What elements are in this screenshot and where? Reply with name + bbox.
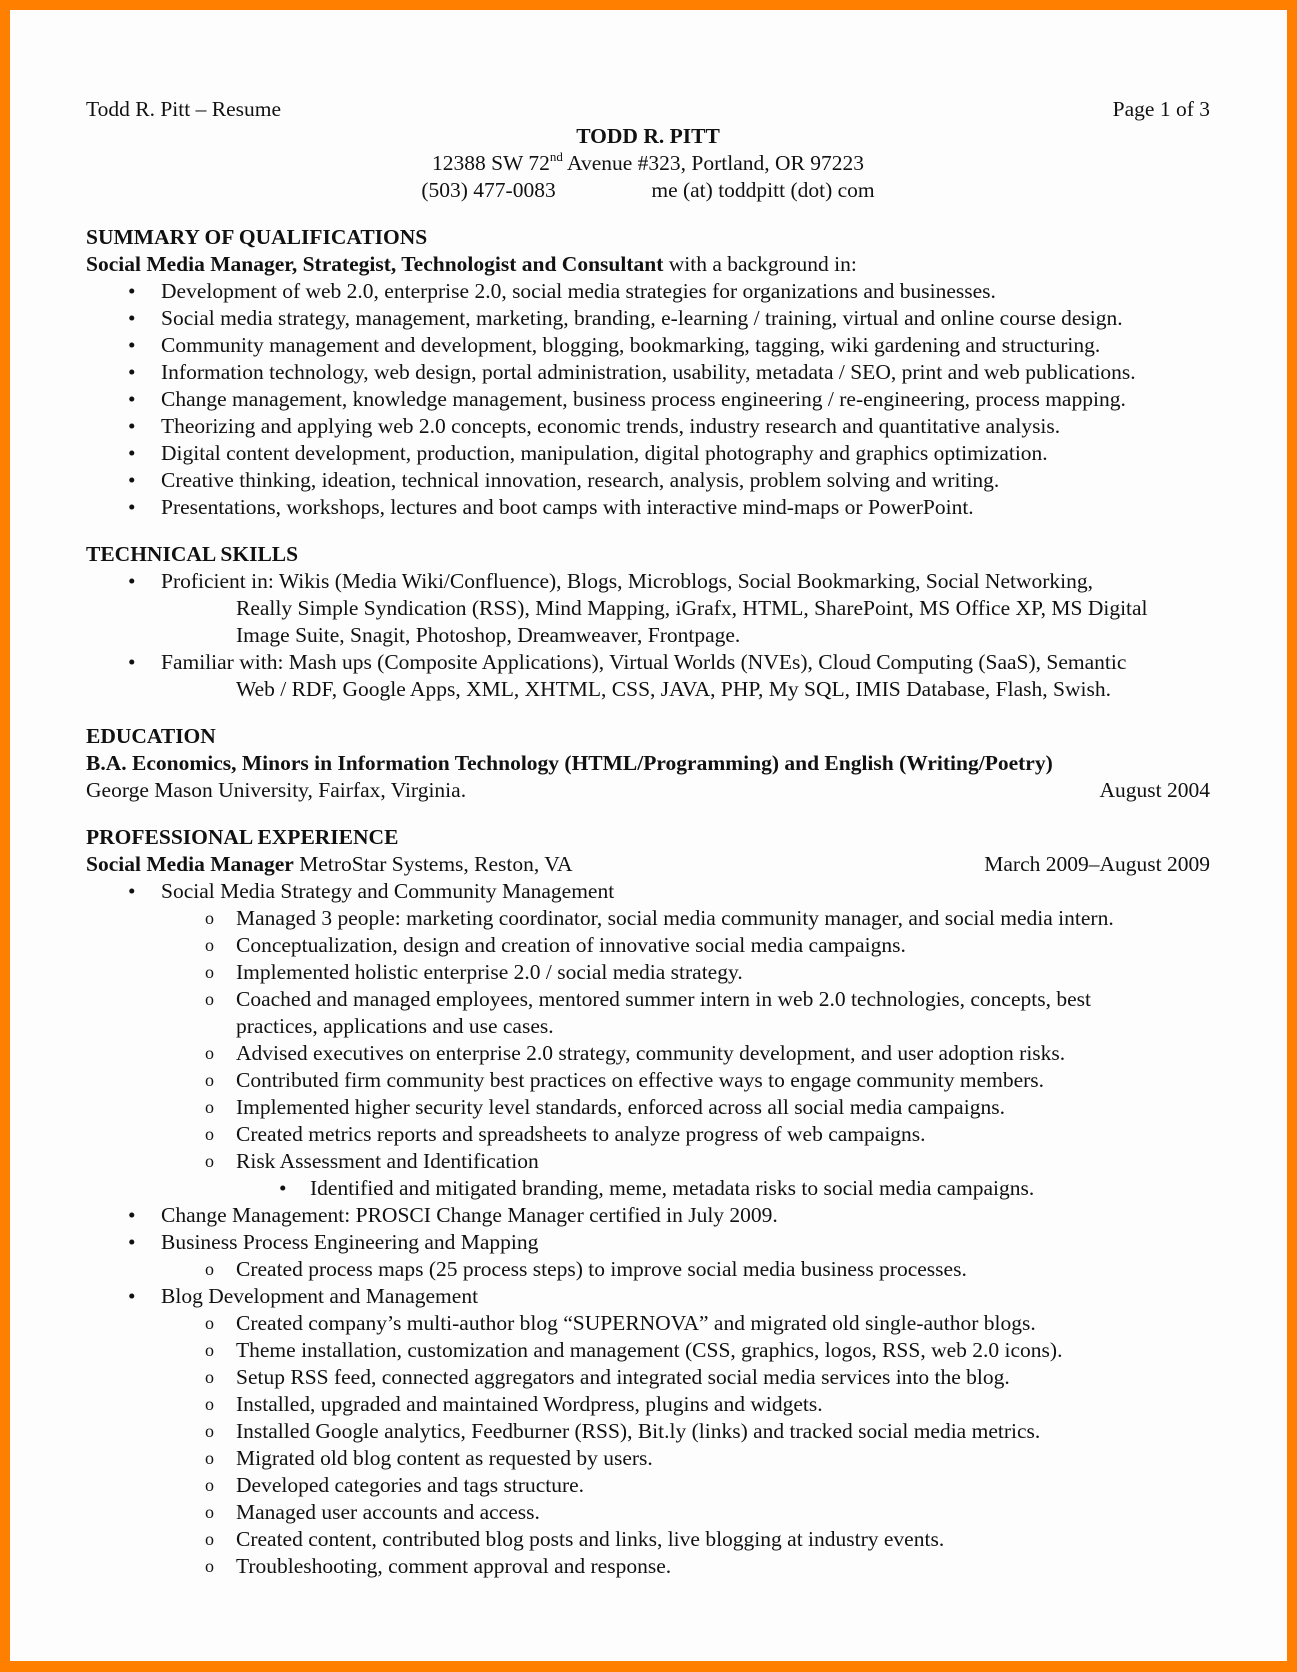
page-number: Page 1 of 3 [1112,97,1210,121]
list-item [86,1256,1210,1283]
list-item [86,878,1210,905]
section-title: SUMMARY OF QUALIFICATIONS [86,225,428,249]
bullet-icon: • [128,306,136,330]
hollow-bullet-icon: o [205,1151,214,1171]
bullet-icon: • [128,468,136,492]
bullet-icon: • [128,333,136,357]
section-subhead [86,750,1210,777]
list-item-text: Created company’s multi-author blog “SUPERNOVA” and migrated old single-author blogs. [236,1311,1036,1335]
bullet-icon: • [128,279,136,303]
list-item [86,1310,1210,1337]
bullet-icon: • [128,650,136,674]
list-item [86,413,1210,440]
subhead-bold: Social Media Manager [86,852,294,876]
list-item [86,986,1210,1013]
hollow-bullet-icon: o [205,1556,214,1576]
list-item-continuation [86,595,1210,622]
list-item [86,1418,1210,1445]
bullet-icon: • [128,414,136,438]
list-item-text: Identified and mitigated branding, meme, metadata risks to social media campaigns. [310,1176,1035,1200]
list-item-text: Advised executives on enterprise 2.0 strategy, community development, and user adoption risks. [236,1041,1066,1065]
address [86,150,1210,177]
list-item [86,1094,1210,1121]
list-item-text: Theorizing and applying web 2.0 concepts, economic trends, industry research and quantitative analysis. [161,414,1061,438]
list-item-text: Created metrics reports and spreadsheets to analyze progress of web campaigns. [236,1122,926,1146]
section-title: TECHNICAL SKILLS [86,542,299,566]
resume-section [86,723,1210,804]
list-item-text: Installed Google analytics, Feedburner (RSS), Bit.ly (links) and tracked social media metrics. [236,1419,1041,1443]
list-item [86,649,1210,676]
subhead-text: with a background in: [663,252,857,276]
bullet-icon: • [128,1284,136,1308]
list-item-text: Proficient in: Wikis (Media Wiki/Confluence), Blogs, Microblogs, Social Bookmarking, Social Networking, [161,569,1094,593]
section-subhead [86,251,1210,278]
list-item [86,1121,1210,1148]
list-item [86,905,1210,932]
list-item [86,440,1210,467]
list-item-continuation [86,1013,1210,1040]
bullet-icon: • [128,360,136,384]
bullet-icon: • [128,441,136,465]
list-item [86,568,1210,595]
bullet-icon: • [128,1203,136,1227]
hollow-bullet-icon: o [205,989,214,1009]
list-item [86,1229,1210,1256]
list-item [86,386,1210,413]
list-item [86,1202,1210,1229]
list-item-text: Web / RDF, Google Apps, XML, XHTML, CSS, JAVA, PHP, My SQL, IMIS Database, Flash, Swish. [236,677,1111,701]
list-item [86,1067,1210,1094]
section-title: PROFESSIONAL EXPERIENCE [86,825,399,849]
list-item [86,467,1210,494]
list-item-text: Implemented holistic enterprise 2.0 / social media strategy. [236,960,743,984]
list-item [86,932,1210,959]
list-item-text: Change Management: PROSCI Change Manager certified in July 2009. [161,1203,778,1227]
list-item [86,1553,1210,1580]
list-item-text: Digital content development, production, manipulation, digital photography and graphics optimization. [161,441,1048,465]
running-header [86,96,1210,123]
list-item-text: Conceptualization, design and creation of innovative social media campaigns. [236,933,906,957]
hollow-bullet-icon: o [205,1340,214,1360]
section-title: EDUCATION [86,724,216,748]
list-item [86,1391,1210,1418]
hollow-bullet-icon: o [205,1502,214,1522]
subhead-bold: Social Media Manager, Strategist, Technologist and Consultant [86,252,664,276]
subhead-bold: B.A. Economics, Minors in Information Technology (HTML/Programming) and English (Writing/Poetry) [86,751,1053,775]
hollow-bullet-icon: o [205,908,214,928]
hollow-bullet-icon: o [205,962,214,982]
institution: George Mason University, Fairfax, Virginia. [86,778,467,802]
list-item-text: Created process maps (25 process steps) to improve social media business processes. [236,1257,967,1281]
list-item [86,494,1210,521]
bullet-icon: • [128,879,136,903]
list-item [86,1364,1210,1391]
subhead-date: March 2009–August 2009 [984,852,1210,876]
list-item [86,278,1210,305]
list-item-text: practices, applications and use cases. [236,1014,554,1038]
list-item [86,1148,1210,1175]
section-subhead [86,851,1210,878]
hollow-bullet-icon: o [205,1421,214,1441]
list-item-text: Social Media Strategy and Community Management [161,879,615,903]
candidate-name: TODD R. PITT [576,124,720,148]
list-item-text: Contributed firm community best practices on effective ways to engage community members. [236,1068,1045,1092]
hollow-bullet-icon: o [205,1070,214,1090]
resume-section [86,224,1210,521]
list-item-text: Really Simple Syndication (RSS), Mind Mapping, iGrafx, HTML, SharePoint, MS Office XP, MS Digital [236,596,1148,620]
resume-content [86,96,1210,1580]
list-item-text: Setup RSS feed, connected aggregators and integrated social media services into the blog. [236,1365,1010,1389]
list-item-continuation [86,676,1210,703]
bullet-icon: • [128,387,136,411]
list-item-text: Community management and development, blogging, bookmarking, tagging, wiki gardening and structuring. [161,333,1101,357]
list-item-text: Blog Development and Management [161,1284,479,1308]
subhead-text: MetroStar Systems, Reston, VA [293,852,573,876]
hollow-bullet-icon: o [205,1124,214,1144]
hollow-bullet-icon: o [205,1313,214,1333]
section-subline [86,777,1210,804]
list-item [86,305,1210,332]
hollow-bullet-icon: o [205,1043,214,1063]
resume-page [10,10,1287,1661]
list-item-text: Managed user accounts and access. [236,1500,540,1524]
list-item-text: Created content, contributed blog posts and links, live blogging at industry events. [236,1527,945,1551]
address-main: 12388 SW 72 [431,151,550,175]
list-item [86,332,1210,359]
list-item-text: Developed categories and tags structure. [236,1473,585,1497]
list-item-text: Managed 3 people: marketing coordinator, social media community manager, and social media intern. [236,906,1114,930]
list-item-text: Theme installation, customization and management (CSS, graphics, logos, RSS, web 2.0 icons). [236,1338,1063,1362]
list-item-continuation [86,622,1210,649]
list-item-text: Business Process Engineering and Mapping [161,1230,539,1254]
sections [86,224,1210,1580]
list-item [86,1526,1210,1553]
list-item [86,1040,1210,1067]
header-title: Todd R. Pitt – Resume [86,97,281,121]
list-item-text: Social media strategy, management, marketing, branding, e-learning / training, virtual and online course design. [161,306,1123,330]
hollow-bullet-icon: o [205,1529,214,1549]
list-item-text: Risk Assessment and Identification [236,1149,539,1173]
list-item [86,1175,1210,1202]
hollow-bullet-icon: o [205,935,214,955]
list-item-text: Migrated old blog content as requested by users. [236,1446,653,1470]
hollow-bullet-icon: o [205,1259,214,1279]
list-item-text: Implemented higher security level standards, enforced across all social media campaigns. [236,1095,1005,1119]
list-item-text: Information technology, web design, portal administration, usability, metadata / SEO, print and web publications. [161,360,1136,384]
hollow-bullet-icon: o [205,1367,214,1387]
list-item [86,1445,1210,1472]
list-item [86,1472,1210,1499]
hollow-bullet-icon: o [205,1448,214,1468]
address-rest: Avenue #323, Portland, OR 97223 [562,151,865,175]
list-item-text: Familiar with: Mash ups (Composite Applications), Virtual Worlds (NVEs), Cloud Computing (SaaS), Semantic [161,650,1127,674]
contact-line [86,177,1210,204]
hollow-bullet-icon: o [205,1097,214,1117]
hollow-bullet-icon: o [205,1394,214,1414]
list-item-text: Image Suite, Snagit, Photoshop, Dreamweaver, Frontpage. [236,623,741,647]
resume-section [86,824,1210,1580]
list-item-text: Installed, upgraded and maintained Wordpress, plugins and widgets. [236,1392,823,1416]
bullet-icon: • [128,569,136,593]
list-item-text: Creative thinking, ideation, technical innovation, research, analysis, problem solving and writing. [161,468,1000,492]
list-item-text: Change management, knowledge management, business process engineering / re-engineering, process mapping. [161,387,1126,411]
list-item [86,359,1210,386]
hollow-bullet-icon: o [205,1475,214,1495]
bullet-icon: • [128,1230,136,1254]
address-ordinal: nd [549,149,563,164]
list-item [86,959,1210,986]
list-item [86,1499,1210,1526]
list-item [86,1283,1210,1310]
email: me (at) toddpitt (dot) com [651,178,875,202]
list-item-text: Development of web 2.0, enterprise 2.0, social media strategies for organizations and businesses. [161,279,996,303]
date: August 2004 [1099,778,1210,802]
resume-section [86,541,1210,703]
list-item-text: Coached and managed employees, mentored summer intern in web 2.0 technologies, concepts, best [236,987,1091,1011]
list-item [86,1337,1210,1364]
list-item-text: Troubleshooting, comment approval and response. [236,1554,672,1578]
phone: (503) 477-0083 [421,178,556,202]
bullet-icon: • [279,1176,287,1200]
list-item-text: Presentations, workshops, lectures and boot camps with interactive mind-maps or PowerPoint. [161,495,974,519]
bullet-icon: • [128,495,136,519]
